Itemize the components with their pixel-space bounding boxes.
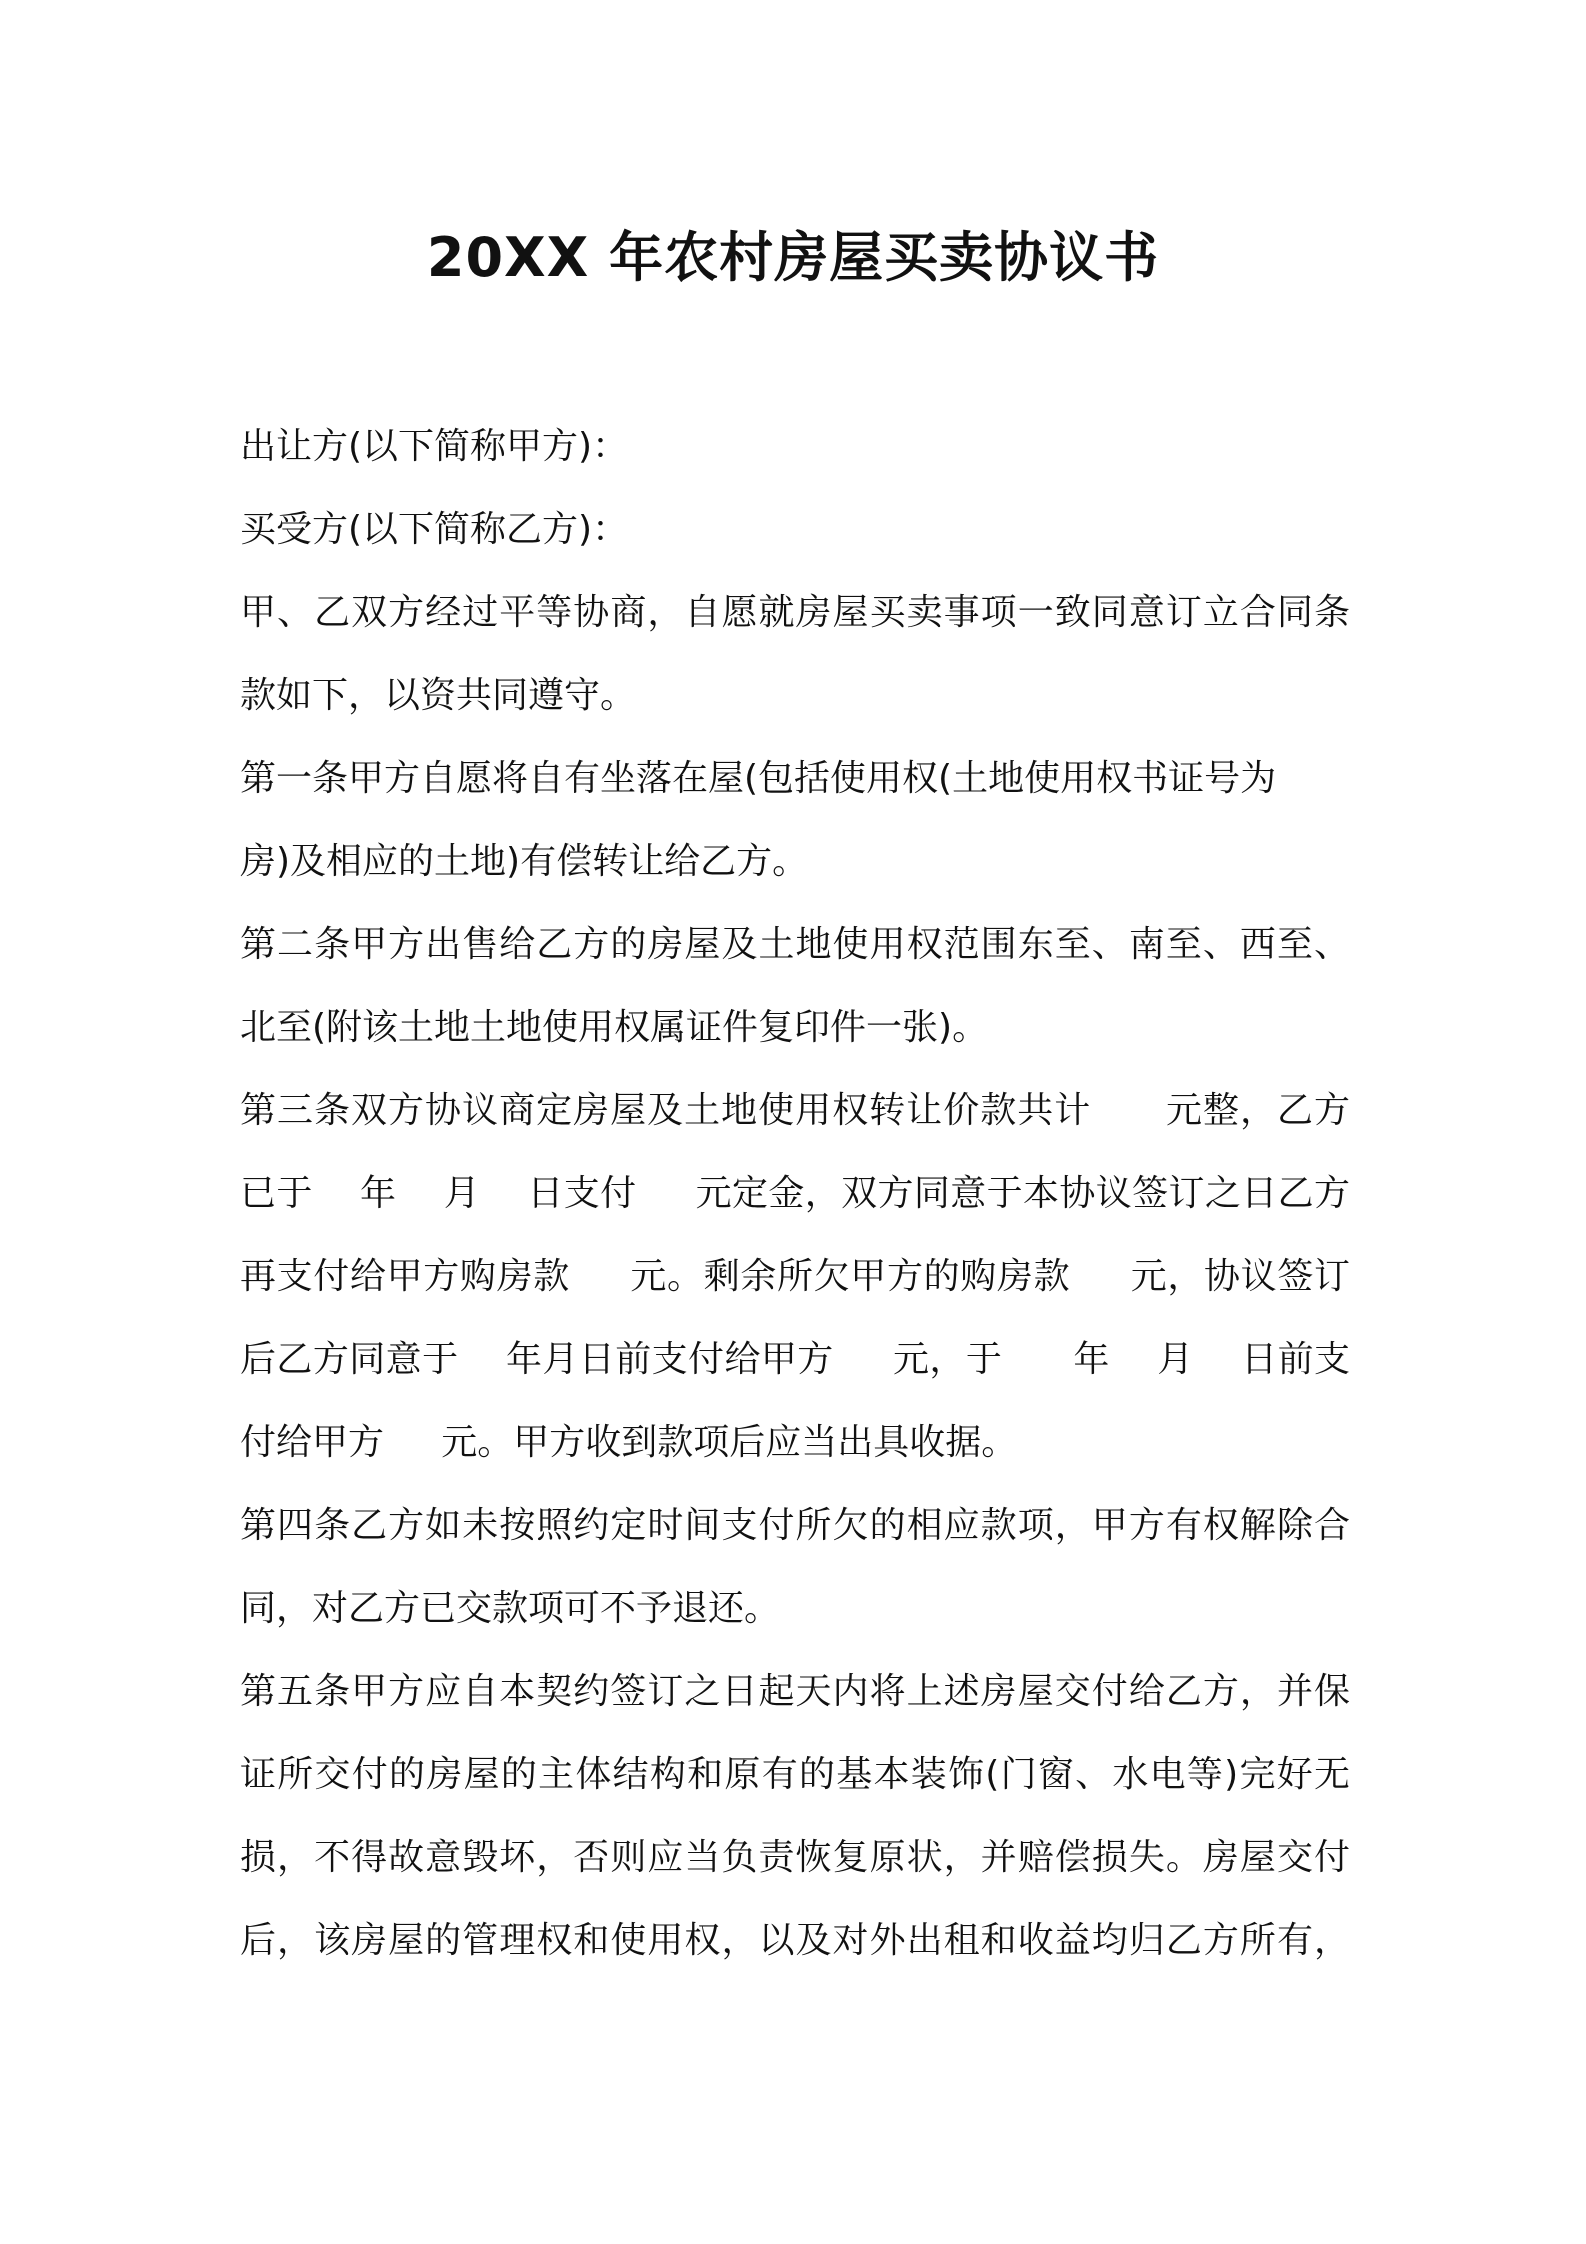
paragraph-line: 同，对乙方已交款项可不予退还。 bbox=[240, 1588, 781, 1629]
paragraph-line: 证所交付的房屋的主体结构和原有的基本装饰(门窗、水电等)完好无 bbox=[240, 1754, 1350, 1795]
paragraph-line: 房)及相应的土地)有偿转让给乙方。 bbox=[240, 841, 809, 882]
paragraph-line: 第五条甲方应自本契约签订之日起天内将上述房屋交付给乙方，并保 bbox=[240, 1671, 1350, 1712]
paragraph-line: 损，不得故意毁坏，否则应当负责恢复原状，并赔偿损失。房屋交付 bbox=[240, 1837, 1350, 1878]
paragraph-line: 第四条乙方如未按照约定时间支付所欠的相应款项，甲方有权解除合 bbox=[240, 1505, 1350, 1546]
paragraph-line: 后乙方同意于 年月日前支付给甲方 元，于 年 月 日前支 bbox=[240, 1339, 1350, 1380]
document-title: 20XX 年农村房屋买卖协议书 bbox=[426, 226, 1160, 289]
paragraph-line: 再支付给甲方购房款 元。剩余所欠甲方的购房款 元，协议签订 bbox=[240, 1256, 1350, 1297]
paragraph-line: 已于 年 月 日支付 元定金，双方同意于本协议签订之日乙方 bbox=[240, 1173, 1350, 1214]
paragraph-line: 甲、乙双方经过平等协商，自愿就房屋买卖事项一致同意订立合同条 bbox=[240, 592, 1350, 633]
paragraph-line: 买受方(以下简称乙方)： bbox=[240, 509, 629, 550]
paragraph-line: 付给甲方 元。甲方收到款项后应当出具收据。 bbox=[240, 1422, 1018, 1463]
paragraph-line: 第三条双方协议商定房屋及土地使用权转让价款共计 元整，乙方 bbox=[240, 1090, 1350, 1131]
paragraph-line: 后，该房屋的管理权和使用权，以及对外出租和收益均归乙方所有， bbox=[240, 1920, 1350, 1961]
paragraph-line: 出让方(以下简称甲方)： bbox=[240, 426, 629, 467]
paragraph-line: 第二条甲方出售给乙方的房屋及土地使用权范围东至、南至、西至、 bbox=[240, 924, 1350, 965]
paragraph-line: 款如下，以资共同遵守。 bbox=[240, 675, 637, 716]
paragraph-line: 第一条甲方自愿将自有坐落在屋(包括使用权(土地使用权书证号为 bbox=[240, 758, 1277, 799]
document-body bbox=[240, 405, 1350, 1982]
paragraph-line: 北至(附该土地土地使用权属证件复印件一张)。 bbox=[240, 1007, 989, 1048]
